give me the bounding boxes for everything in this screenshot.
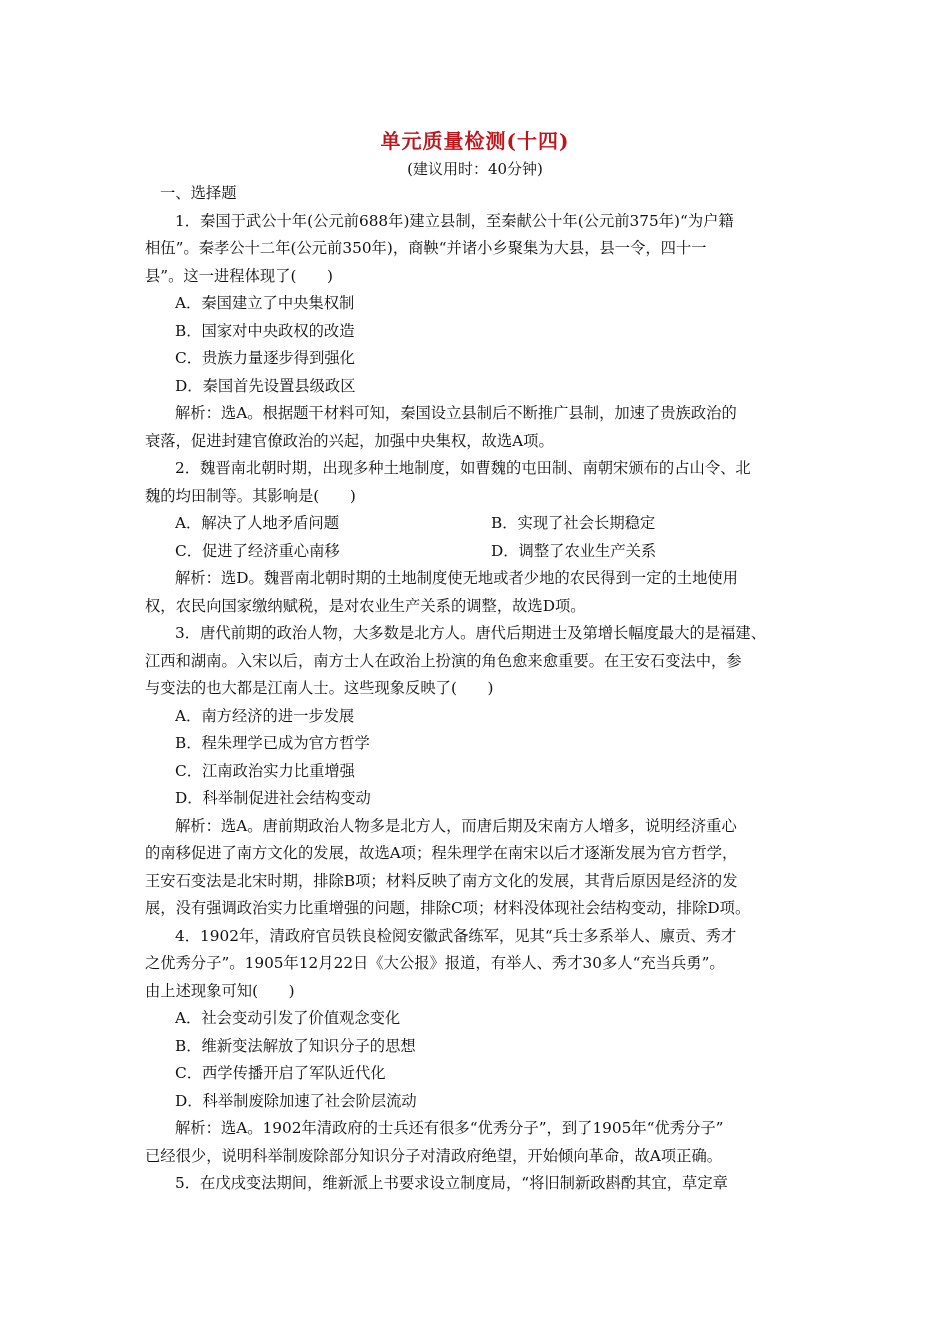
question-2-option-a: A．解决了人地矛盾问题 <box>175 514 340 532</box>
question-2-stem-line-1: 2．魏晋南北朝时期，出现多种土地制度，如曹魏的屯田制、南朝宋颁布的占山令、北 <box>175 459 751 477</box>
question-5 <box>145 1170 807 1198</box>
document-body <box>145 180 807 1198</box>
question-1 <box>145 208 807 456</box>
question-3-option-b: B．程朱理学已成为官方哲学 <box>175 734 370 752</box>
question-4-stem-line-3: 由上述现象可知( ) <box>145 981 295 1000</box>
question-3-stem-line-2: 江西和湖南。入宋以后，南方士人在政治上扮演的角色愈来愈重要。在王安石变法中，参 <box>145 651 742 670</box>
question-1-option-b: B．国家对中央政权的改造 <box>175 321 355 340</box>
question-2-stem-line-2: 魏的均田制等。其影响是( ) <box>145 486 356 505</box>
question-3-analysis-line-3: 王安石变法是北宋时期，排除B项；材料反映了南方文化的发展，其背后原因是经济的发 <box>145 871 738 890</box>
question-1-analysis-line-2: 衰落，促进封建官僚政治的兴起，加强中央集权，故选A项。 <box>145 431 554 450</box>
question-3-analysis-line-4: 展，没有强调政治实力比重增强的问题，排除C项；材料没体现社会结构变动，排除D项。 <box>145 899 751 917</box>
question-4-stem-line-2: 之优秀分子”。1905年12月22日《大公报》报道，有举人、秀才30多人“充当兵勇”。 <box>145 954 725 972</box>
question-3-option-a: A．南方经济的进一步发展 <box>175 706 355 725</box>
question-1-option-a: A．秦国建立了中央集权制 <box>175 294 355 312</box>
question-2-options-row-2 <box>145 538 807 566</box>
question-3-option-c: C．江南政治实力比重增强 <box>175 761 355 780</box>
question-3-stem-line-1: 3．唐代前期的政治人物，大多数是北方人。唐代后期进士及第增长幅度最大的是福建、 <box>175 624 767 642</box>
question-1-stem-line-3: 县”。这一进程体现了( ) <box>145 266 334 285</box>
section-heading: 一、选择题 <box>160 184 237 202</box>
question-3-analysis-line-1: 解析：选A。唐前期政治人物多是北方人，而唐后期及宋南方人增多，说明经济重心 <box>175 816 737 835</box>
question-1-stem-line-1: 1．秦国于武公十年(公元前688年)建立县制，至秦献公十年(公元前375年)“为户籍 <box>175 211 734 230</box>
question-2-option-d: D．调整了农业生产关系 <box>491 541 657 560</box>
question-4-analysis-line-2: 已经很少，说明科举制废除部分知识分子对清政府绝望，开始倾向革命，故A项正确。 <box>145 1146 723 1165</box>
question-4-option-d: D．科举制废除加速了社会阶层流动 <box>175 1091 417 1110</box>
question-4 <box>145 923 807 1171</box>
question-1-stem-line-2: 相伍”。秦孝公十二年(公元前350年)，商鞅“并诸小乡聚集为大县，县一令，四十一 <box>145 239 707 257</box>
question-4-option-c: C．西学传播开启了军队近代化 <box>175 1064 386 1082</box>
question-4-option-a: A．社会变动引发了价值观念变化 <box>175 1009 401 1027</box>
question-4-option-b: B．维新变法解放了知识分子的思想 <box>175 1036 416 1055</box>
question-2 <box>145 455 807 620</box>
question-3-option-d: D．科举制促进社会结构变动 <box>175 789 371 807</box>
page-title: 单元质量检测(十四) <box>380 129 570 153</box>
question-3 <box>145 620 807 923</box>
question-4-analysis-line-1: 解析：选A。1902年清政府的士兵还有很多“优秀分子”，到了1905年“优秀分子” <box>175 1119 724 1137</box>
question-1-analysis-line-1: 解析：选A。根据题干材料可知，秦国设立县制后不断推广县制，加速了贵族政治的 <box>175 404 737 422</box>
question-3-stem-line-3: 与变法的也大都是江南人士。这些现象反映了( ) <box>145 679 494 697</box>
question-2-analysis-line-2: 权，农民向国家缴纳赋税，是对农业生产关系的调整，故选D项。 <box>145 596 586 615</box>
question-2-option-b: B．实现了社会长期稳定 <box>491 514 656 532</box>
question-2-options-row-1 <box>145 510 807 538</box>
question-4-stem-line-1: 4．1902年，清政府官员铁良检阅安徽武备练军，见其“兵士多系举人、廪贡、秀才 <box>175 926 737 945</box>
page-subtitle: (建议用时：40分钟) <box>407 160 543 178</box>
question-5-stem-line-1: 5．在戊戌变法期间，维新派上书要求设立制度局，“将旧制新政斟酌其宜，草定章 <box>175 1174 728 1192</box>
question-2-analysis-line-1: 解析：选D。魏晋南北朝时期的土地制度使无地或者少地的农民得到一定的土地使用 <box>175 569 738 587</box>
question-1-option-d: D．秦国首先设置县级政区 <box>175 376 356 395</box>
question-2-option-c: C．促进了经济重心南移 <box>175 541 340 560</box>
question-3-analysis-line-2: 的南移促进了南方文化的发展，故选A项；程朱理学在南宋以后才逐渐发展为官方哲学， <box>145 844 738 862</box>
question-1-option-c: C．贵族力量逐步得到强化 <box>175 349 355 367</box>
